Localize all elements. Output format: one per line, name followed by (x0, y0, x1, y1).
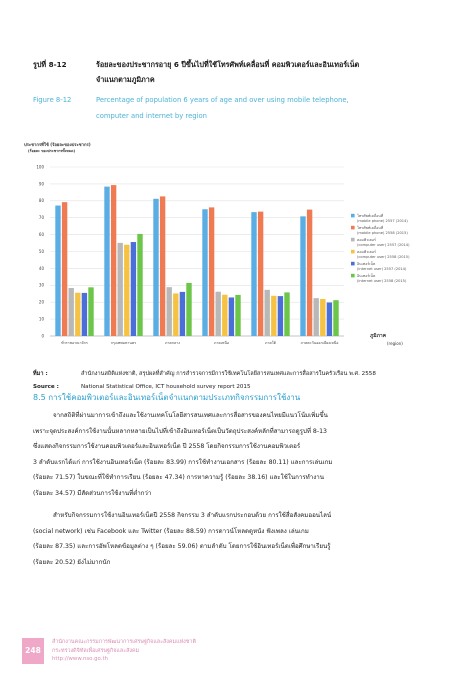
legend-label: คอมพิวเตอร์ (357, 250, 376, 254)
legend-label: โทรศัพท์เคลื่อนที่ (357, 214, 384, 218)
bar (104, 187, 109, 336)
footer-line2: กระทรวงดิจิทัลเพื่อเศรษฐกิจและสังคม (52, 647, 140, 654)
bar-chart (22, 140, 434, 352)
paragraph-line: ซึ่งแสดงกิจกรรมการใช้งานคอมพิวเตอร์และอินเทอร์เน็ต ปี 2558 โดยกิจกรรมการใช้งานคอมพิวเตอร์ (33, 443, 301, 451)
y-axis-subtitle: (ร้อยละ ของประชากรทั้งหมด) (28, 149, 76, 153)
y-tick-label: 40 (38, 265, 44, 271)
bar (202, 209, 207, 336)
legend-label: (mobile phone) 2558 (2015) (357, 231, 408, 235)
legend-label: (computer user) 2558 (2015) (357, 255, 410, 259)
source-thai (33, 368, 376, 381)
bar (327, 303, 332, 336)
y-axis-title: ประชากรที่ใช้ (ร้อยละของประชากร) (24, 142, 91, 147)
source-thai-text: สำนักงานสถิติแห่งชาติ, สรุปผลที่สำคัญ การสำรวจการมีการใช้เทคโนโลยีสารสนเทศและการสื่อสารในครัวเรือน พ.ศ. 2558 (81, 371, 376, 377)
bar (258, 212, 263, 336)
bar (229, 297, 234, 336)
legend-label: อินเทอร์เน็ต (357, 274, 376, 278)
bar (62, 202, 67, 336)
y-tick-label: 70 (38, 215, 44, 221)
figure-title-english (96, 92, 436, 124)
x-unit-label: ภูมิภาค (370, 333, 387, 339)
legend-label: (internet user) 2558 (2015) (357, 279, 407, 283)
bar (333, 300, 338, 336)
x-unit-sublabel: (region) (387, 341, 403, 346)
y-tick-label: 30 (38, 282, 44, 288)
bar (222, 295, 227, 336)
legend-swatch (351, 214, 355, 218)
bar (251, 212, 256, 336)
bar (300, 216, 305, 336)
y-tick-label: 20 (38, 299, 44, 305)
figure-title-thai (96, 57, 436, 87)
bar (131, 242, 136, 336)
legend-label: (mobile phone) 2557 (2014) (357, 219, 408, 223)
x-tick-label: ภาคกลาง (165, 341, 180, 345)
page-number: 248 (22, 638, 44, 664)
legend-label: (computer user) 2557 (2014) (357, 243, 410, 247)
y-tick-label: 60 (38, 232, 44, 237)
legend-label: (internet user) 2557 (2014) (357, 267, 407, 271)
x-tick-label: ภาคใต้ (265, 341, 276, 345)
bar (88, 287, 93, 336)
bar (173, 293, 178, 336)
source-english-text: National Statistical Office, ICT household survey report 2015 (81, 384, 251, 390)
bar (69, 288, 74, 336)
paragraph-line: (ร้อยละ 20.52) ยังไม่มากนัก (33, 558, 111, 566)
bar (160, 196, 165, 336)
bar (271, 296, 276, 336)
paragraph-line: (ร้อยละ 71.57) ในขณะที่ใช้ทำการเรียน (ร้อยละ 47.34) การหาความรู้ (ร้อยละ 38.16) และใช้ในการทำงาน (33, 474, 324, 482)
y-tick-label: 0 (41, 333, 44, 339)
paragraph-line: (ร้อยละ 87.35) และการอัพโหลดข้อมูลต่าง ๆ (ร้อยละ 59.06) ตามลำดับ โดยการใช้อินเทอร์เน็ตเพื่อศึกษาเรียนรู้ (33, 543, 331, 551)
bar (278, 296, 283, 336)
legend-swatch (351, 262, 355, 266)
source-thai-label: ที่มา : (33, 371, 48, 377)
bar (137, 234, 142, 336)
figure-number-english: Figure 8-12 (33, 96, 72, 104)
x-tick-label: กรุงเทพมหานคร (110, 341, 137, 345)
bar (186, 283, 191, 336)
legend-swatch (351, 226, 355, 230)
bar (307, 210, 312, 336)
y-tick-label: 90 (38, 181, 44, 187)
paragraph-line: 3 ลำดับแรกได้แก่ การใช้งานอินเทอร์เน็ต (ร้อยละ 83.99) การใช้ทำงานเอกสาร (ร้อยละ 80.11) และการเล่นเกม (33, 458, 333, 466)
bar (153, 199, 158, 336)
y-tick-label: 50 (38, 248, 44, 254)
section-heading: 8.5 การใช้คอมพิวเตอร์และอินเทอร์เน็ตจำแนกตามประเภทกิจกรรมการใช้งาน (33, 393, 301, 402)
bar (111, 185, 116, 336)
y-tick-label: 100 (36, 164, 44, 170)
paragraph-1 (33, 408, 419, 502)
legend-swatch (351, 274, 355, 278)
figure-title-thai-line1: ร้อยละของประชากรอายุ 6 ปีขึ้นไปที่ใช้โทรศัพท์เคลื่อนที่ คอมพิวเตอร์และอินเทอร์เน็ต (96, 60, 360, 69)
bar (118, 243, 123, 336)
bar (124, 245, 129, 336)
bar (320, 299, 325, 336)
bar (314, 298, 319, 336)
legend-swatch (351, 250, 355, 254)
bar (284, 292, 289, 336)
source-english-label: Source : (33, 384, 59, 390)
bar (55, 206, 60, 336)
figure-title-english-line1: Percentage of population 6 years of age and over using mobile telephone, (96, 96, 349, 104)
paragraph-line: จากสถิติที่ผ่านมาการเข้าถึงและใช้งานเทคโนโลยีสารสนเทศและการสื่อสารของคนไทยมีแนวโน้มเพิ่มขึ้น (53, 412, 328, 419)
paragraph-line: (social network) เช่น Facebook และ Twitter (ร้อยละ 88.59) การดาวน์โหลดดูหนัง ฟังเพลง เล่นเกม (33, 527, 309, 535)
legend-label: โทรศัพท์เคลื่อนที่ (357, 226, 384, 230)
y-tick-label: 10 (38, 316, 44, 322)
paragraph-line: เพราะจุดประสงค์การใช้งานนั้นหลากหลายเป็นไปที่เข้าถึงอินเทอร์เน็ตเป็นวัตถุประสงค์หลักที่สามารถดูรูปที่ 8-13 (33, 427, 327, 435)
bar (235, 295, 240, 336)
x-tick-label: ทั่วราชอาณาจักร (61, 341, 88, 345)
bar (209, 207, 214, 336)
paragraph-2 (33, 508, 419, 570)
footer-line1: สำนักงานคณะกรรมการพัฒนาการเศรษฐกิจและสังคมแห่งชาติ (52, 639, 196, 645)
footer-publisher (52, 638, 196, 664)
figure-title-english-line2: computer and internet by region (96, 112, 207, 120)
bar (75, 293, 80, 336)
bar (265, 290, 270, 336)
bar (167, 287, 172, 336)
paragraph-line: สำหรับกิจกรรมการใช้งานอินเทอร์เน็ตปี 2558 กิจกรรม 3 ลำดับแรกประกอบด้วย การใช้สื่อสังคมออนไลน์ (53, 512, 332, 519)
x-tick-label: ภาคเหนือ (213, 341, 230, 345)
bar (180, 292, 185, 336)
bar (82, 293, 87, 336)
x-tick-label: ภาคตะวันออกเฉียงเหนือ (300, 341, 339, 345)
legend-label: คอมพิวเตอร์ (357, 238, 376, 242)
y-tick-label: 80 (38, 198, 44, 204)
legend-swatch (351, 238, 355, 242)
bar (216, 292, 221, 336)
legend-label: อินเทอร์เน็ต (357, 262, 376, 266)
footer-url: http://www.nso.go.th (52, 656, 108, 662)
figure-title-thai-line2: จำแนกตามภูมิภาค (96, 75, 155, 84)
paragraph-line: (ร้อยละ 34.57) มีสัดส่วนการใช้งานที่ต่ำกว่า (33, 489, 152, 497)
figure-number-thai: รูปที่ 8-12 (33, 60, 67, 69)
